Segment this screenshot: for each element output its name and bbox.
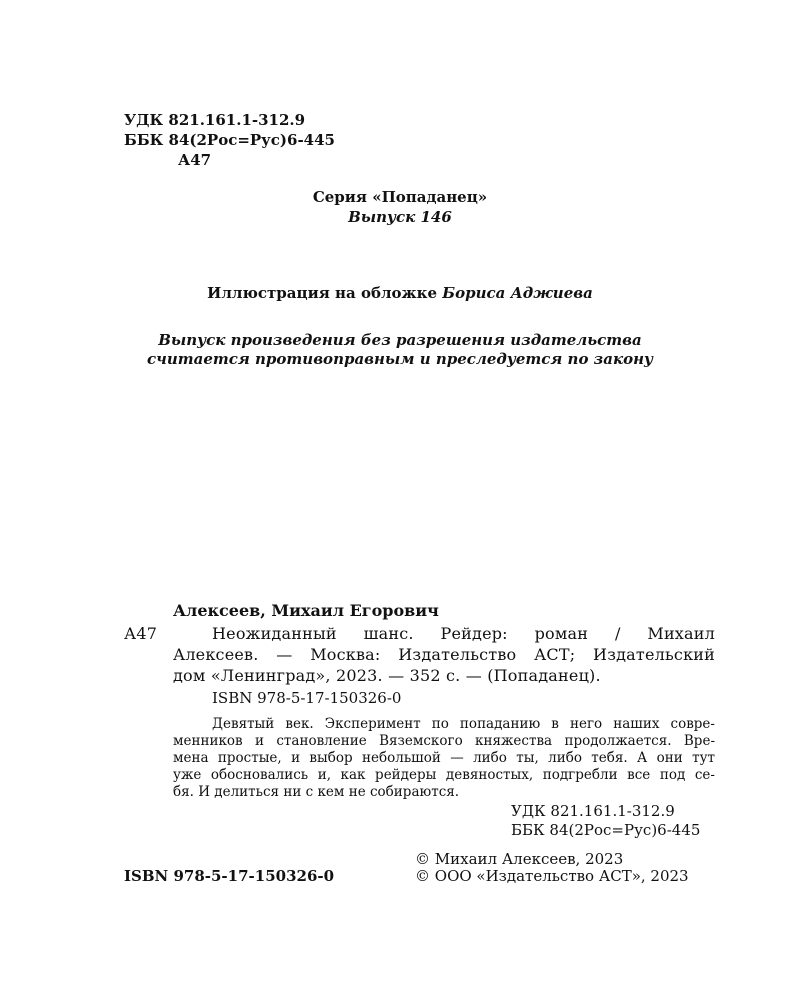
series-issue: Выпуск 146 bbox=[348, 208, 452, 226]
bottom-udk-code: УДК 821.161.1-312.9 bbox=[511, 802, 675, 820]
bibliography-line-2: Алексеев. — Москва: Издательство АСТ; Издательский bbox=[173, 645, 715, 664]
annotation-line-5: бя. И делиться ни с кем не собираются. bbox=[173, 784, 460, 800]
copyright-publisher: © ООО «Издательство АСТ», 2023 bbox=[415, 867, 689, 885]
annotation-line-2: менников и становление Вяземского княжества продолжается. Вре- bbox=[173, 733, 715, 749]
bottom-bbk-code: ББК 84(2Рос=Рус)6-445 bbox=[511, 821, 701, 839]
illustration-credit bbox=[0, 284, 800, 302]
bibliography-isbn: ISBN 978-5-17-150326-0 bbox=[212, 689, 402, 707]
annotation-line-3: мена простые, и выбор небольшой — либо ты, либо тебя. А они тут bbox=[173, 750, 715, 766]
illustration-artist: Бориса Аджиева bbox=[442, 284, 593, 302]
bbk-code: ББК 84(2Рос=Рус)6-445 bbox=[124, 131, 335, 149]
author-mark: А47 bbox=[178, 151, 212, 169]
bibliography-mark: А47 bbox=[124, 624, 158, 643]
udk-code: УДК 821.161.1-312.9 bbox=[124, 111, 306, 129]
annotation-line-1: Девятый век. Эксперимент по попаданию в него наших совре- bbox=[212, 716, 715, 732]
legal-notice-line-1: Выпуск произведения без разрешения издательства bbox=[158, 331, 642, 349]
footer-isbn: ISBN 978-5-17-150326-0 bbox=[124, 867, 335, 885]
bibliography-line-1: Неожиданный шанс. Рейдер: роман / Михаил bbox=[212, 624, 715, 643]
annotation-line-4: уже обосновались и, как рейдеры девяностых, подгребли все под се- bbox=[173, 767, 715, 783]
legal-notice-line-2: считается противоправным и преследуется по закону bbox=[146, 350, 654, 368]
illustration-prefix: Иллюстрация на обложке bbox=[207, 284, 443, 302]
bibliography-line-3: дом «Ленинград», 2023. — 352 с. — (Попаданец). bbox=[173, 666, 601, 685]
series-name: Серия «Попаданец» bbox=[312, 188, 488, 206]
copyright-author: © Михаил Алексеев, 2023 bbox=[415, 850, 624, 868]
bibliography-author-heading: Алексеев, Михаил Егорович bbox=[173, 601, 439, 620]
